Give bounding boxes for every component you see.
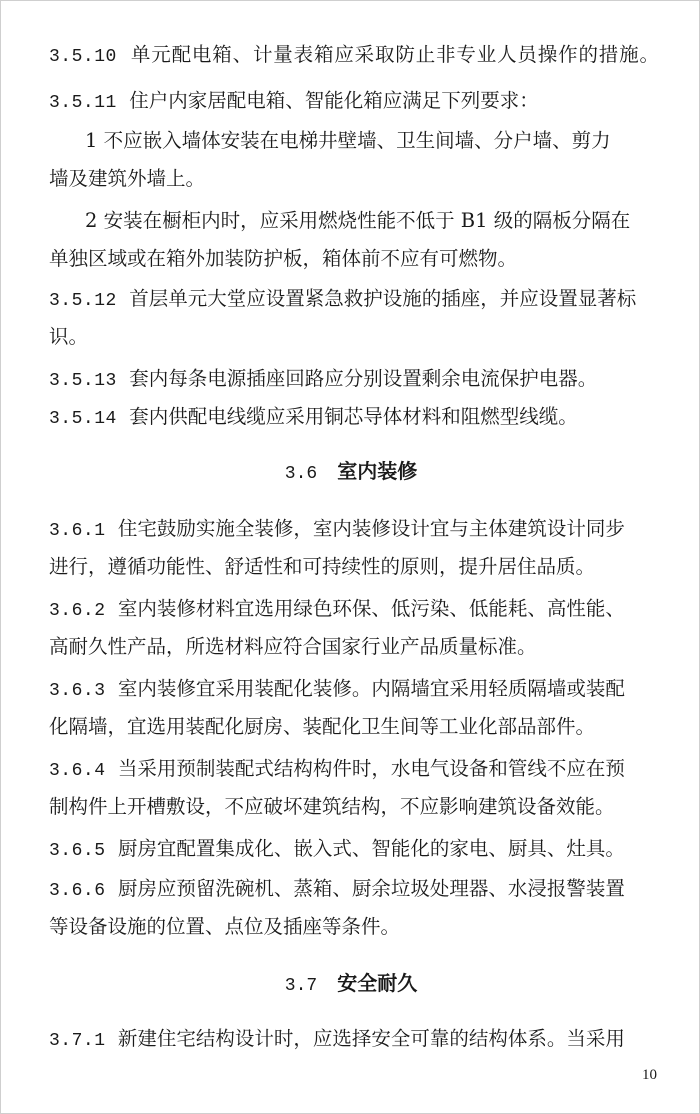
section-heading-3-6	[1, 457, 700, 485]
clause-number: 3.5.14	[49, 409, 117, 429]
clause-text: 套内每条电源插座回路应分别设置剩余电流保护电器。	[129, 367, 598, 390]
clause-3-6-1	[49, 515, 659, 543]
clause-text: 进行，遵循功能性、舒适性和可持续性的原则，提升居住品质。	[49, 555, 596, 578]
clause-3-5-11-item-2	[85, 207, 659, 235]
clause-text: 识。	[49, 325, 89, 348]
clause-text: 住户内家居配电箱、智能化箱应满足下列要求：	[129, 89, 539, 112]
clause-text: 套内供配电线缆应采用铜芯导体材料和阻燃型线缆。	[129, 405, 578, 428]
clause-text: 室内装修宜采用装配化装修。内隔墙宜采用轻质隔墙或装配	[117, 677, 625, 700]
clause-number: 3.6.5	[49, 841, 106, 861]
page-number: 10	[642, 1067, 657, 1083]
clause-3-7-1	[49, 1025, 659, 1053]
clause-number: 3.5.10	[49, 47, 117, 67]
item-text: 1 不应嵌入墙体安装在电梯井壁墙、卫生间墙、分户墙、剪力	[85, 129, 611, 152]
item-text: 2 安装在橱柜内时，应采用燃烧性能不低于 B1 级的隔板分隔在	[85, 209, 631, 232]
clause-3-6-3-cont	[49, 713, 659, 741]
clause-number: 3.7.1	[49, 1031, 106, 1051]
clause-3-6-5	[49, 835, 659, 863]
clause-number: 3.6.1	[49, 521, 106, 541]
section-number: 3.6	[284, 464, 318, 484]
section-title: 安全耐久	[337, 971, 418, 995]
clause-number: 3.6.3	[49, 681, 106, 701]
clause-3-5-11-item-1-cont	[49, 165, 659, 193]
clause-3-6-1-cont	[49, 553, 659, 581]
clause-text: 制构件上开槽敷设，不应破坏建筑结构，不应影响建筑设备效能。	[49, 795, 615, 818]
clause-3-6-4-cont	[49, 793, 659, 821]
section-title: 室内装修	[337, 459, 418, 483]
clause-3-5-11-item-1	[85, 127, 659, 155]
clause-number: 3.5.11	[49, 93, 117, 113]
item-text: 墙及建筑外墙上。	[49, 167, 206, 190]
clause-text: 首层单元大堂应设置紧急救护设施的插座，并应设置显著标	[129, 287, 637, 310]
clause-3-5-13	[49, 365, 659, 393]
clause-text: 化隔墙，宜选用装配化厨房、装配化卫生间等工业化部品部件。	[49, 715, 596, 738]
clause-text: 高耐久性产品，所选材料应符合国家行业产品质量标准。	[49, 635, 537, 658]
clause-text: 单元配电箱、计量表箱应采取防止非专业人员操作的措施。	[130, 43, 659, 66]
clause-3-6-3	[49, 675, 659, 703]
clause-3-6-6-cont	[49, 913, 659, 941]
clause-text: 住宅鼓励实施全装修，室内装修设计宜与主体建筑设计同步	[117, 517, 625, 540]
clause-text: 新建住宅结构设计时，应选择安全可靠的结构体系。当采用	[117, 1027, 625, 1050]
clause-text: 当采用预制装配式结构构件时，水电气设备和管线不应在预	[117, 757, 625, 780]
clause-3-6-4	[49, 755, 659, 783]
clause-number: 3.6.6	[49, 881, 106, 901]
clause-3-6-6	[49, 875, 659, 903]
item-text: 单独区域或在箱外加装防护板，箱体前不应有可燃物。	[49, 247, 518, 270]
clause-text: 等设备设施的位置、点位及插座等条件。	[49, 915, 401, 938]
clause-3-5-14	[49, 403, 659, 431]
clause-3-5-10	[49, 41, 659, 69]
clause-3-5-12	[49, 285, 659, 313]
clause-3-5-11	[49, 87, 659, 115]
clause-3-5-11-item-2-cont	[49, 245, 659, 273]
clause-text: 室内装修材料宜选用绿色环保、低污染、低能耗、高性能、	[117, 597, 625, 620]
section-heading-3-7	[1, 969, 700, 997]
clause-number: 3.6.4	[49, 761, 106, 781]
clause-number: 3.5.12	[49, 291, 117, 311]
clause-3-6-2	[49, 595, 659, 623]
clause-3-6-2-cont	[49, 633, 659, 661]
clause-number: 3.6.2	[49, 601, 106, 621]
clause-3-5-12-cont	[49, 323, 659, 351]
clause-text: 厨房宜配置集成化、嵌入式、智能化的家电、厨具、灶具。	[117, 837, 625, 860]
section-number: 3.7	[284, 976, 318, 996]
clause-number: 3.5.13	[49, 371, 117, 391]
clause-text: 厨房应预留洗碗机、蒸箱、厨余垃圾处理器、水浸报警装置	[117, 877, 625, 900]
